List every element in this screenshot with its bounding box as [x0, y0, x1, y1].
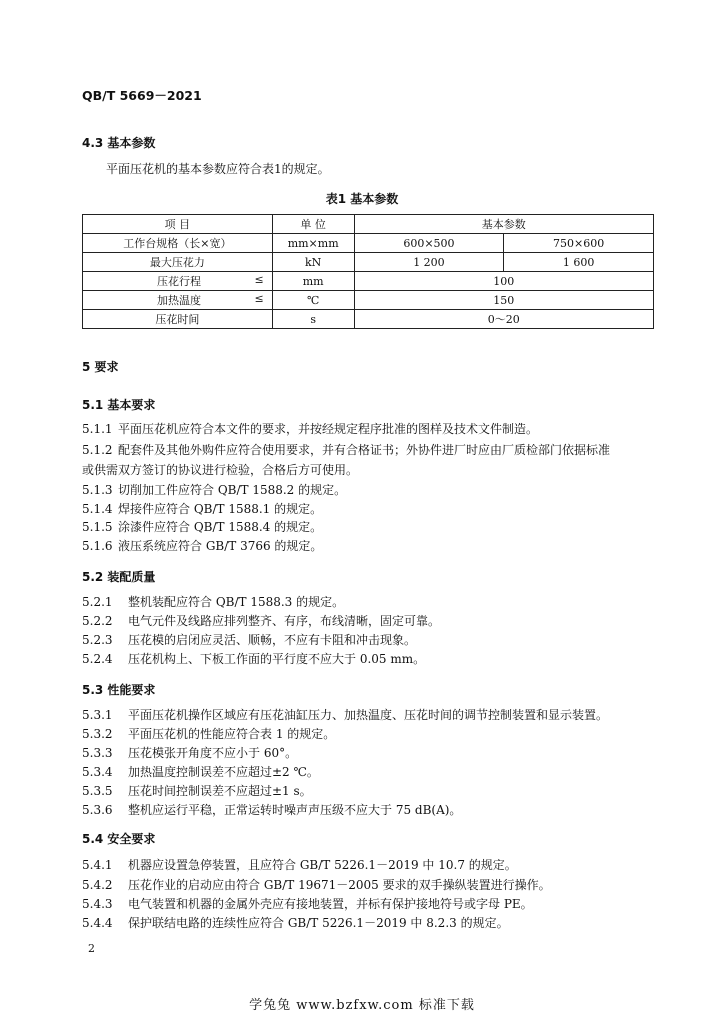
row-unit: kN	[272, 253, 354, 272]
section-heading-4-3: 4.3 基本参数	[82, 136, 156, 150]
row-value-1: 600×500	[354, 234, 504, 253]
row-item: 工作台规格（长×宽）	[83, 234, 273, 253]
clause-5-3-5: 5.3.5 压花时间控制误差不应超过±1 s。	[82, 784, 312, 798]
row-item	[83, 272, 273, 291]
clause-5-1-3: 5.1.3 切削加工件应符合 QB/T 1588.2 的规定。	[82, 483, 347, 497]
clause-5-3-6: 5.3.6 整机应运行平稳，正常运转时噪声声压级不应大于 75 dB(A)。	[82, 803, 462, 817]
clause-5-2-2: 5.2.2 电气元件及线路应排列整齐、有序，布线清晰，固定可靠。	[82, 614, 441, 628]
row-item-label: 加热温度	[157, 294, 201, 307]
header-unit: 单 位	[272, 215, 354, 234]
table-row	[83, 272, 654, 291]
clause-5-4-4: 5.4.4 保护联结电路的连续性应符合 GB/T 5226.1－2019 中 8.2.3 的规定。	[82, 916, 509, 930]
row-value: 0～20	[354, 310, 653, 329]
clause-5-4-3: 5.4.3 电气装置和机器的金属外壳应有接地装置，并标有保护接地符号或字母 PE。	[82, 897, 533, 911]
clause-5-1-1: 5.1.1 平面压花机应符合本文件的要求，并按经规定程序批准的图样及技术文件制造。	[82, 422, 539, 436]
row-item: 最大压花力	[83, 253, 273, 272]
footer-watermark: 学兔兔 www.bzfxw.com 标准下载	[249, 998, 475, 1013]
table-header-row	[83, 215, 654, 234]
basic-parameters-table	[82, 214, 654, 329]
clause-5-3-3: 5.3.3 压花模张开角度不应小于 60°。	[82, 746, 298, 760]
le-symbol: ≤	[254, 292, 264, 305]
row-unit: s	[272, 310, 354, 329]
clause-5-2-3: 5.2.3 压花模的启闭应灵活、顺畅，不应有卡阻和冲击现象。	[82, 633, 417, 647]
header-parameters: 基本参数	[354, 215, 653, 234]
table-row	[83, 310, 654, 329]
clause-5-2-4: 5.2.4 压花机构上、下板工作面的平行度不应大于 0.05 mm。	[82, 652, 426, 666]
row-value-1: 1 200	[354, 253, 504, 272]
section-heading-5-4: 5.4 安全要求	[82, 832, 156, 846]
row-value: 100	[354, 272, 653, 291]
table-caption: 表1 基本参数	[325, 192, 399, 206]
table-row	[83, 253, 654, 272]
table-row	[83, 291, 654, 310]
section-heading-5-3: 5.3 性能要求	[82, 683, 156, 697]
row-unit: mm×mm	[272, 234, 354, 253]
le-symbol: ≤	[254, 273, 264, 286]
standard-number: QB/T 5669－2021	[82, 88, 202, 103]
page-number: 2	[88, 942, 95, 955]
row-unit: mm	[272, 272, 354, 291]
clause-5-2-1: 5.2.1 整机装配应符合 QB/T 1588.3 的规定。	[82, 595, 345, 609]
row-item: 压花时间	[83, 310, 273, 329]
header-item: 项 目	[83, 215, 273, 234]
clause-5-4-1: 5.4.1 机器应设置急停装置，且应符合 GB/T 5226.1－2019 中 10.7 的规定。	[82, 858, 517, 872]
row-value-2: 750×600	[504, 234, 654, 253]
row-value-2: 1 600	[504, 253, 654, 272]
clause-5-3-2: 5.3.2 平面压花机的性能应符合表 1 的规定。	[82, 727, 336, 741]
section-heading-5-2: 5.2 装配质量	[82, 570, 156, 584]
clause-5-1-6: 5.1.6 液压系统应符合 GB/T 3766 的规定。	[82, 539, 323, 553]
clause-5-1-2-continued: 或供需双方签订的协议进行检验，合格后方可使用。	[82, 463, 359, 477]
row-item-label: 压花行程	[157, 275, 201, 288]
clause-5-3-1: 5.3.1 平面压花机操作区域应有压花油缸压力、加热温度、压花时间的调节控制装置和显示装置。	[82, 708, 609, 722]
clause-5-1-5: 5.1.5 涂漆件应符合 QB/T 1588.4 的规定。	[82, 520, 323, 534]
section-4-3-intro: 平面压花机的基本参数应符合表1的规定。	[106, 162, 330, 176]
clause-5-4-2: 5.4.2 压花作业的启动应由符合 GB/T 19671－2005 要求的双手操纵装置进行操作。	[82, 878, 551, 892]
row-item	[83, 291, 273, 310]
clause-5-1-2: 5.1.2 配套件及其他外购件应符合使用要求，并有合格证书；外协件进厂时应由厂质检部门依据标准	[82, 443, 611, 457]
table-row	[83, 234, 654, 253]
row-unit: ℃	[272, 291, 354, 310]
clause-5-1-4: 5.1.4 焊接件应符合 QB/T 1588.1 的规定。	[82, 502, 323, 516]
clause-5-3-4: 5.3.4 加热温度控制误差不应超过±2 ℃。	[82, 765, 319, 779]
section-heading-5: 5 要求	[82, 360, 119, 374]
section-heading-5-1: 5.1 基本要求	[82, 398, 156, 412]
row-value: 150	[354, 291, 653, 310]
